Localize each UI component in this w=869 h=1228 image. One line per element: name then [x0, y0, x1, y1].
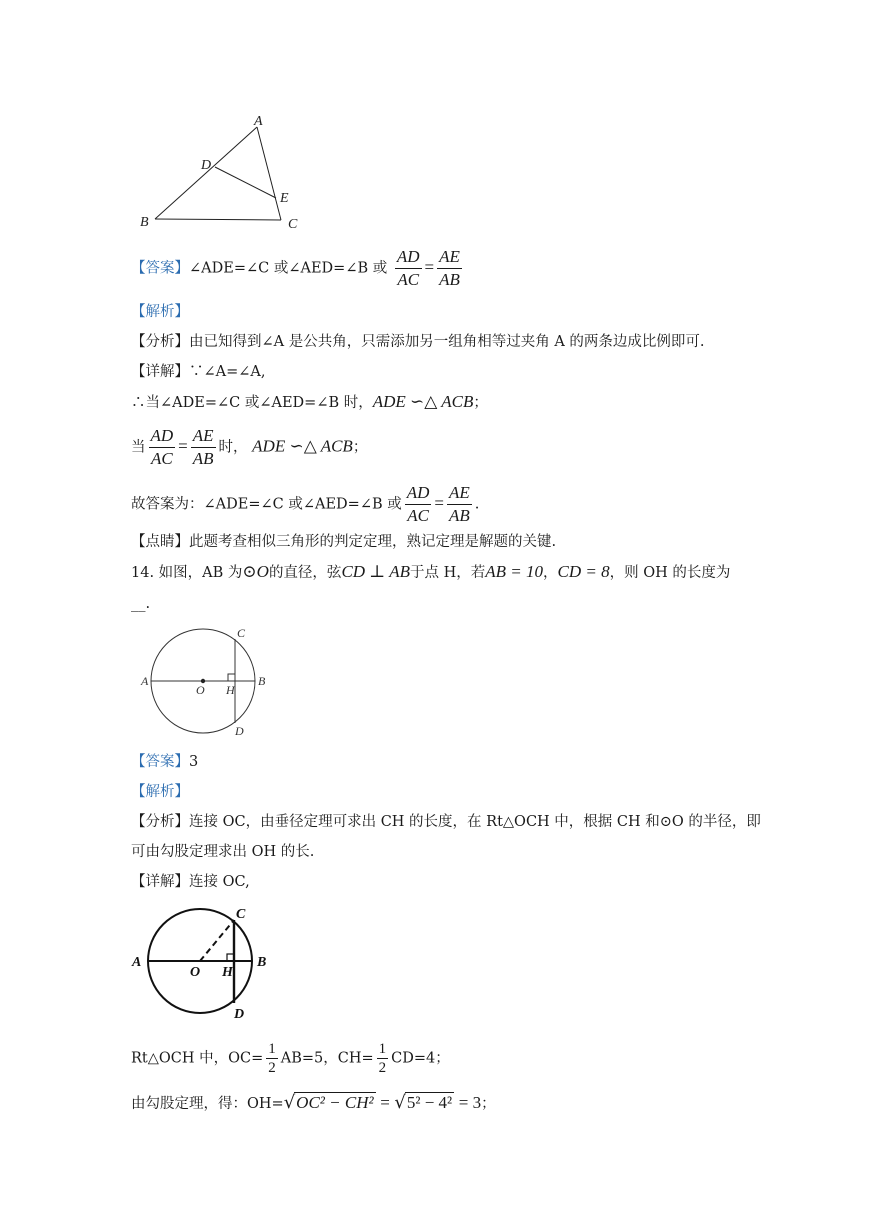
q13-fenxi: 【分析】由已知得到∠A 是公共角，只需添加另一组角相等过夹角 A 的两条边成比例即可. [131, 334, 705, 350]
fig3-label-H: H [222, 965, 233, 980]
q14-blank: __. [131, 596, 151, 612]
label-B: B [140, 215, 149, 230]
q14-xiangjie: 【详解】连接 OC, [131, 874, 250, 890]
fraction-half-2: $\frac{1}{2}$ [378, 1041, 387, 1076]
q13-answer: 【答案】∠ADE=∠C 或∠AED=∠B 或 $\frac{AD}{AC}$ = $\frac{AE}{AB}$ [131, 247, 460, 289]
fig2-label-B: B [258, 674, 266, 688]
fig3-label-B: B [257, 955, 267, 970]
fig3-label-O: O [190, 965, 201, 980]
fig2-label-O: O [196, 683, 205, 697]
label-D: D [201, 158, 212, 173]
sqrt-5-4: 5² − 4² [406, 1093, 453, 1112]
q13-analysis-tag: 【解析】 [131, 304, 189, 320]
label-C: C [288, 217, 298, 232]
q13-line4: 故答案为：∠ADE=∠C 或∠AED=∠B 或 $\frac{AD}{AC}$ = $\frac{AE}{AB}$ . [131, 483, 480, 525]
q13-line2: ∴当∠ADE=∠C 或∠AED=∠B 时，ADE ∽△ ACB； [131, 392, 488, 411]
fig2-label-C: C [237, 626, 246, 640]
fig2-label-A: A [141, 674, 149, 688]
q14-stem: 14. 如图，AB 为⊙O的直径，弦CD ⊥ AB于点 H，若AB = 10，CD = 8，则 OH 的长度为 [131, 562, 731, 581]
fig3-label-A: A [132, 955, 142, 970]
sqrt-oc-ch: OC² − CH² [296, 1093, 374, 1112]
q13-xiangjie: 【详解】∵∠A=∠A, [131, 364, 266, 380]
fraction-ae-ab: $\frac{AE}{AB}$ [439, 247, 460, 289]
fig2-label-D: D [235, 724, 244, 738]
answer-text: ∠ADE=∠C 或∠AED=∠B 或 [189, 260, 388, 277]
q13-dianjing: 【点睛】此题考查相似三角形的判定定理，熟记定理是解题的关键. [131, 534, 557, 550]
fraction-ad-ac: $\frac{AD}{AC}$ [396, 247, 420, 289]
label-A: A [254, 114, 263, 129]
triangle-figure [135, 112, 310, 232]
q14-fenxi-1: 【分析】连接 OC，由垂径定理可求出 CH 的长度，在 Rt△OCH 中，根据 CH 和⊙O 的半径，即 [131, 814, 761, 830]
q14-fenxi-2: 可由勾股定理求出 OH 的长. [131, 844, 315, 860]
q14-gougu-line: 由勾股定理，得：OH=√OC² − CH² = √5² − 4² = 3； [131, 1092, 496, 1113]
circle-figure-oc [128, 900, 278, 1025]
q14-rt-line: Rt△OCH 中，OC= $\frac{1}{2}$ AB=5，CH= $\frac{1}{2}$ CD=4； [131, 1041, 450, 1076]
q13-line3: 当 $\frac{AD}{AC}$ = $\frac{AE}{AB}$ 时， ADE ∽△ ACB； [131, 426, 368, 468]
label-E: E [280, 191, 289, 206]
fig3-label-C: C [236, 907, 246, 922]
fig2-label-H: H [226, 683, 235, 697]
q14-analysis-tag: 【解析】 [131, 784, 189, 800]
fig3-label-D: D [234, 1007, 245, 1022]
fraction-half: $\frac{1}{2}$ [268, 1041, 276, 1076]
answer-tag: 【答案】 [131, 260, 189, 277]
circle-figure [138, 622, 278, 742]
q14-answer: 【答案】3 [131, 754, 199, 770]
